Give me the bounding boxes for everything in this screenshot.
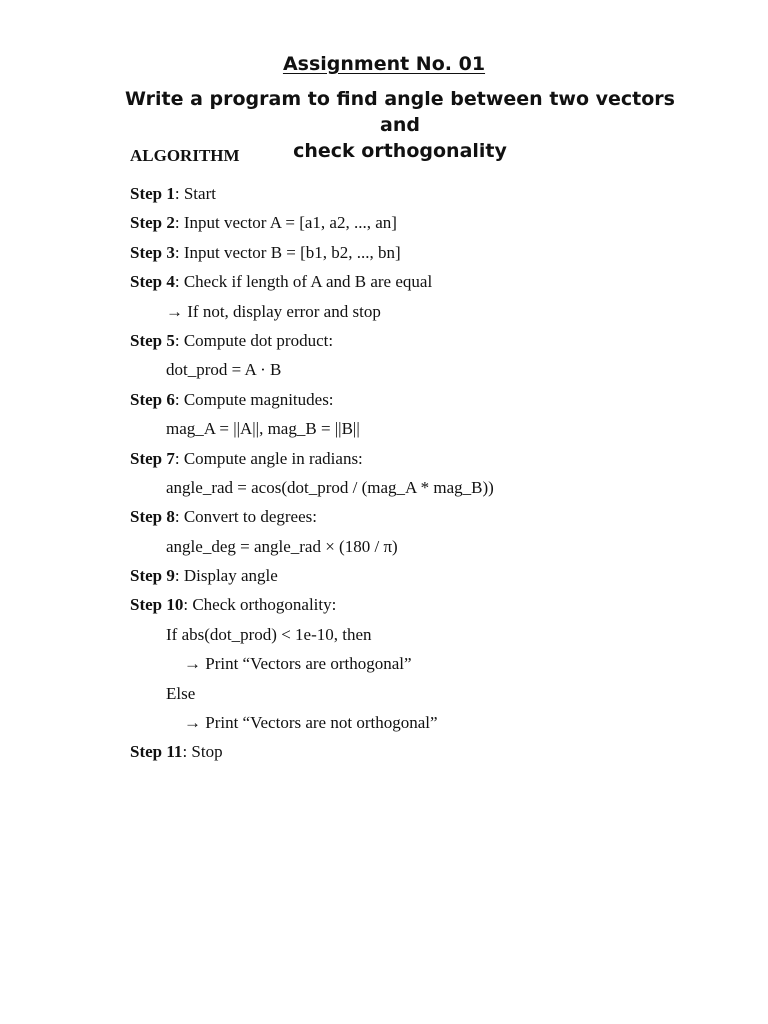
step-10-else: Else [166,683,196,703]
step-2 [130,213,690,242]
step-10-false-branch: → Print “Vectors are not orthogonal” [184,713,438,733]
step-label: Step 7 [130,448,175,468]
step-label: Step 3 [130,242,175,262]
step-7 [130,449,690,478]
step-text: : Input vector B = [b1, b2, ..., bn] [174,242,401,262]
step-10 [130,595,690,624]
step-label: Step 1 [130,184,175,203]
step-label: Step 4 [130,272,175,292]
step-label: Step 8 [130,507,175,527]
step-text: : Input vector A = [a1, a2, ..., an] [174,213,397,233]
step-11 [130,742,690,771]
step-4 [130,272,690,301]
step-6 [130,390,690,419]
step-text: : Compute magnitudes: [174,389,334,409]
step-6-formula: mag_A = ||A||, mag_B = ||B|| [166,419,360,439]
step-9 [130,566,690,595]
step-8 [130,507,690,536]
step-text: : Convert to degrees: [174,507,317,527]
step-8-formula: angle_deg = angle_rad × (180 / π) [166,536,398,556]
step-label: Step 11 [130,742,183,762]
step-5 [130,331,690,360]
step-text: : Check orthogonality: [183,595,337,615]
step-label: Step 5 [130,330,175,350]
step-text: : Stop [182,742,223,762]
subtitle-line-1: Write a program to find angle between two vectors and [125,88,675,136]
step-text: : Compute angle in radians: [174,448,363,468]
step-7-formula: angle_rad = acos(dot_prod / (mag_A * mag_B)) [166,477,494,497]
algorithm-steps [130,184,690,772]
step-10-true-branch: → Print “Vectors are orthogonal” [184,654,412,674]
step-label: Step 10 [130,595,184,615]
step-text: : Compute dot product: [174,330,334,350]
step-text: : Display angle [174,566,278,586]
algorithm-heading: ALGORITHM [130,146,240,165]
subtitle-line-2: check orthogonality [293,140,507,162]
step-4-detail: → If not, display error and stop [166,301,381,321]
step-label: Step 2 [130,213,175,233]
step-1 [130,184,690,213]
step-3 [130,243,690,272]
step-label: Step 6 [130,389,175,409]
step-text: : Start [174,184,216,203]
assignment-title: Assignment No. 01 [282,53,486,75]
step-10-condition: If abs(dot_prod) < 1e-10, then [166,624,372,644]
step-text: : Check if length of A and B are equal [174,272,433,292]
step-5-formula: dot_prod = A · B [166,360,282,380]
step-label: Step 9 [130,566,175,586]
